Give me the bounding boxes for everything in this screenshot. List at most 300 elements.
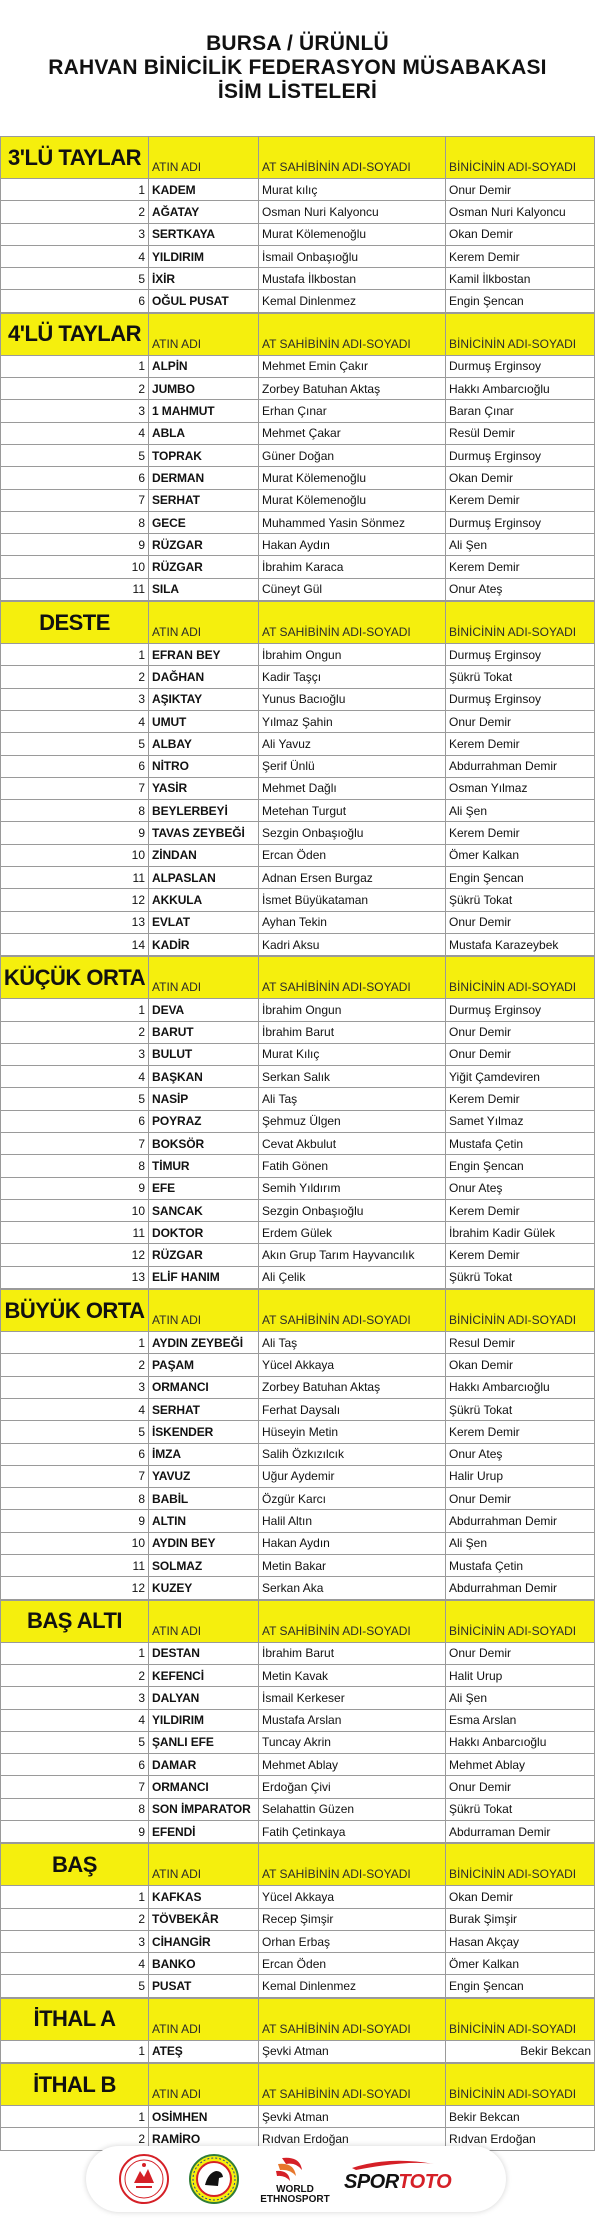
table-row	[1, 245, 595, 267]
horse-name: TOPRAK	[149, 444, 259, 466]
category-name: BÜYÜK ORTA	[1, 1290, 149, 1332]
category-name: BAŞ	[1, 1844, 149, 1886]
owner-name: Hüseyin Metin	[259, 1421, 446, 1443]
table-row	[1, 400, 595, 422]
category-header-row	[1, 1290, 595, 1332]
category-header-row	[1, 602, 595, 644]
horse-name: EFRAN BEY	[149, 644, 259, 666]
owner-name: Kemal Dinlenmez	[259, 1975, 446, 1997]
rider-name: Onur Ateş	[446, 1443, 595, 1465]
horse-name: KADEM	[149, 179, 259, 201]
row-number: 5	[1, 444, 149, 466]
owner-name: Şevki Atman	[259, 2106, 446, 2128]
title-line-2: RAHVAN BİNİCİLİK FEDERASYON MÜSABAKASI	[48, 56, 547, 79]
table-row	[1, 1953, 595, 1975]
table-row	[1, 223, 595, 245]
rider-name: Onur Demir	[446, 1776, 595, 1798]
rider-name: Kerem Demir	[446, 1088, 595, 1110]
row-number: 11	[1, 867, 149, 889]
row-number: 3	[1, 1930, 149, 1952]
row-number: 9	[1, 1821, 149, 1843]
row-number: 3	[1, 688, 149, 710]
header-owner-name: AT SAHİBİNİN ADI-SOYADI	[259, 1290, 446, 1332]
row-number: 10	[1, 556, 149, 578]
rider-name: Ömer Kalkan	[446, 844, 595, 866]
row-number: 13	[1, 1266, 149, 1288]
table-row	[1, 1222, 595, 1244]
horse-name: KADİR	[149, 933, 259, 955]
row-number: 6	[1, 755, 149, 777]
horse-name: 1 MAHMUT	[149, 400, 259, 422]
row-number: 14	[1, 933, 149, 955]
rider-name: Hakkı Ambarcıoğlu	[446, 378, 595, 400]
row-number: 8	[1, 1155, 149, 1177]
table-row	[1, 201, 595, 223]
rider-name: Hasan Akçay	[446, 1930, 595, 1952]
rider-name: Kerem Demir	[446, 556, 595, 578]
table-row	[1, 733, 595, 755]
row-number: 3	[1, 1043, 149, 1065]
category-header-row	[1, 957, 595, 999]
header-owner-name: AT SAHİBİNİN ADI-SOYADI	[259, 1998, 446, 2040]
category-header-row	[1, 1998, 595, 2040]
sportoto-spor: SPOR	[344, 2171, 399, 2193]
horse-name: KUZEY	[149, 1577, 259, 1599]
header-rider-name: BİNİCİNİN ADI-SOYADI	[446, 2064, 595, 2106]
table-row	[1, 290, 595, 312]
owner-name: Tuncay Akrin	[259, 1731, 446, 1753]
table-row	[1, 644, 595, 666]
owner-name: Ayhan Tekin	[259, 911, 446, 933]
table-row	[1, 1488, 595, 1510]
rider-name: Şükrü Tokat	[446, 889, 595, 911]
owner-name: Şehmuz Ülgen	[259, 1110, 446, 1132]
horse-name: NASİP	[149, 1088, 259, 1110]
owner-name: Sezgin Onbaşıoğlu	[259, 822, 446, 844]
horse-name: KAFKAS	[149, 1886, 259, 1908]
header-owner-name: AT SAHİBİNİN ADI-SOYADI	[259, 1600, 446, 1642]
category-table	[0, 2063, 595, 2151]
owner-name: Fatih Gönen	[259, 1155, 446, 1177]
row-number: 4	[1, 1398, 149, 1420]
owner-name: Yunus Bacıoğlu	[259, 688, 446, 710]
table-row	[1, 1642, 595, 1664]
table-row	[1, 666, 595, 688]
rider-name: Mustafa Çetin	[446, 1555, 595, 1577]
table-row	[1, 1731, 595, 1753]
horse-name: GECE	[149, 511, 259, 533]
rider-name: Abdurrahman Demir	[446, 1577, 595, 1599]
owner-name: Uğur Aydemir	[259, 1465, 446, 1487]
owner-name: İbrahim Barut	[259, 1642, 446, 1664]
category-header-row	[1, 313, 595, 355]
owner-name: İbrahim Ongun	[259, 999, 446, 1021]
owner-name: Semih Yıldırım	[259, 1177, 446, 1199]
table-row	[1, 578, 595, 600]
table-row	[1, 933, 595, 955]
table-row	[1, 511, 595, 533]
horse-name: BULUT	[149, 1043, 259, 1065]
horse-name: BANKO	[149, 1953, 259, 1975]
horse-name: JUMBO	[149, 378, 259, 400]
ethnosport-word-1: WORLD	[276, 2184, 314, 2195]
table-row	[1, 2040, 595, 2062]
owner-name: Murat kılıç	[259, 179, 446, 201]
header-owner-name: AT SAHİBİNİN ADI-SOYADI	[259, 137, 446, 179]
table-row	[1, 422, 595, 444]
header-rider-name: BİNİCİNİN ADI-SOYADI	[446, 313, 595, 355]
header-rider-name: BİNİCİNİN ADI-SOYADI	[446, 957, 595, 999]
rider-name: Mehmet Ablay	[446, 1754, 595, 1776]
rider-name: Kerem Demir	[446, 1244, 595, 1266]
category-tables	[0, 136, 595, 2151]
horse-name: UMUT	[149, 710, 259, 732]
row-number: 11	[1, 1555, 149, 1577]
document-title	[0, 0, 595, 136]
title-line-3: İSİM LİSTELERİ	[217, 80, 378, 103]
owner-name: İsmail Onbaşıoğlu	[259, 245, 446, 267]
table-row	[1, 800, 595, 822]
row-number: 9	[1, 822, 149, 844]
row-number: 10	[1, 1532, 149, 1554]
rider-name: Yiğit Çamdeviren	[446, 1066, 595, 1088]
horse-name: ALPASLAN	[149, 867, 259, 889]
header-horse-name: ATIN ADI	[149, 957, 259, 999]
horse-name: AYDIN ZEYBEĞİ	[149, 1332, 259, 1354]
horse-name: BAŞKAN	[149, 1066, 259, 1088]
header-rider-name: BİNİCİNİN ADI-SOYADI	[446, 1998, 595, 2040]
row-number: 8	[1, 800, 149, 822]
rider-name: Okan Demir	[446, 467, 595, 489]
table-row	[1, 1244, 595, 1266]
rider-name: Rıdvan Erdoğan	[446, 2128, 595, 2150]
table-row	[1, 1266, 595, 1288]
table-row	[1, 1709, 595, 1731]
table-row	[1, 556, 595, 578]
owner-name: Yücel Akkaya	[259, 1886, 446, 1908]
horse-name: NİTRO	[149, 755, 259, 777]
table-row	[1, 1043, 595, 1065]
row-number: 6	[1, 1754, 149, 1776]
owner-name: İbrahim Barut	[259, 1021, 446, 1043]
horse-name: SERHAT	[149, 1398, 259, 1420]
owner-name: Ali Taş	[259, 1332, 446, 1354]
horse-name: AŞIKTAY	[149, 688, 259, 710]
owner-name: Murat Kılıç	[259, 1043, 446, 1065]
owner-name: Mehmet Çakar	[259, 422, 446, 444]
horse-name: POYRAZ	[149, 1110, 259, 1132]
sportoto-swoosh-icon	[348, 2158, 458, 2172]
table-row	[1, 534, 595, 556]
owner-name: Yücel Akkaya	[259, 1354, 446, 1376]
horse-name: İXİR	[149, 268, 259, 290]
table-row	[1, 911, 595, 933]
owner-name: Şevki Atman	[259, 2040, 446, 2062]
row-number: 3	[1, 400, 149, 422]
rider-name: Okan Demir	[446, 1886, 595, 1908]
owner-name: Cevat Akbulut	[259, 1132, 446, 1154]
row-number: 8	[1, 1488, 149, 1510]
row-number: 7	[1, 1776, 149, 1798]
table-row	[1, 2106, 595, 2128]
horse-name: BOKSÖR	[149, 1132, 259, 1154]
row-number: 4	[1, 1709, 149, 1731]
row-number: 3	[1, 1376, 149, 1398]
row-number: 3	[1, 1687, 149, 1709]
table-row	[1, 1532, 595, 1554]
horse-name: DERMAN	[149, 467, 259, 489]
rider-name: Kerem Demir	[446, 245, 595, 267]
category-table	[0, 956, 595, 1289]
header-rider-name: BİNİCİNİN ADI-SOYADI	[446, 137, 595, 179]
rider-name: Resül Demir	[446, 422, 595, 444]
rider-name: Abdurrahman Demir	[446, 755, 595, 777]
rider-name: Osman Yılmaz	[446, 777, 595, 799]
horse-name: OSİMHEN	[149, 2106, 259, 2128]
row-number: 5	[1, 268, 149, 290]
rider-name: Durmuş Erginsoy	[446, 511, 595, 533]
row-number: 5	[1, 733, 149, 755]
table-row	[1, 1177, 595, 1199]
rider-name: Esma Arslan	[446, 1709, 595, 1731]
owner-name: Fatih Çetinkaya	[259, 1821, 446, 1843]
horse-name: YILDIRIM	[149, 245, 259, 267]
owner-name: Zorbey Batuhan Aktaş	[259, 1376, 446, 1398]
owner-name: Sezgin Onbaşıoğlu	[259, 1199, 446, 1221]
category-table	[0, 1843, 595, 1997]
header-rider-name: BİNİCİNİN ADI-SOYADI	[446, 1290, 595, 1332]
table-row	[1, 844, 595, 866]
horse-name: DEVA	[149, 999, 259, 1021]
category-name: İTHAL A	[1, 1998, 149, 2040]
table-row	[1, 1510, 595, 1532]
table-row	[1, 1930, 595, 1952]
owner-name: Muhammed Yasin Sönmez	[259, 511, 446, 533]
rider-name: Ali Şen	[446, 1687, 595, 1709]
owner-name: Kemal Dinlenmez	[259, 290, 446, 312]
header-owner-name: AT SAHİBİNİN ADI-SOYADI	[259, 957, 446, 999]
horse-name: BEYLERBEYİ	[149, 800, 259, 822]
horse-name: RÜZGAR	[149, 556, 259, 578]
row-number: 5	[1, 1421, 149, 1443]
horse-name: İMZA	[149, 1443, 259, 1465]
rider-name: Durmuş Erginsoy	[446, 355, 595, 377]
table-row	[1, 355, 595, 377]
category-table	[0, 1600, 595, 1844]
owner-name: Selahattin Güzen	[259, 1798, 446, 1820]
horse-name: PUSAT	[149, 1975, 259, 1997]
category-header-row	[1, 137, 595, 179]
table-row	[1, 1886, 595, 1908]
owner-name: Murat Kölemenoğlu	[259, 489, 446, 511]
title-line-1: BURSA / ÜRÜNLÜ	[206, 32, 389, 55]
row-number: 12	[1, 1244, 149, 1266]
table-row	[1, 378, 595, 400]
row-number: 11	[1, 578, 149, 600]
table-row	[1, 688, 595, 710]
horse-name: BABİL	[149, 1488, 259, 1510]
category-header-row	[1, 1600, 595, 1642]
rider-name: Onur Ateş	[446, 578, 595, 600]
category-table	[0, 136, 595, 313]
owner-name: Mustafa İlkbostan	[259, 268, 446, 290]
owner-name: Salih Özkızılcık	[259, 1443, 446, 1465]
table-row	[1, 268, 595, 290]
owner-name: Orhan Erbaş	[259, 1930, 446, 1952]
header-owner-name: AT SAHİBİNİN ADI-SOYADI	[259, 2064, 446, 2106]
row-number: 1	[1, 179, 149, 201]
owner-name: Kadir Taşçı	[259, 666, 446, 688]
owner-name: Serkan Salık	[259, 1066, 446, 1088]
row-number: 3	[1, 223, 149, 245]
owner-name: İbrahim Ongun	[259, 644, 446, 666]
rider-name: Engin Şencan	[446, 1975, 595, 1997]
owner-name: Murat Kölemenoğlu	[259, 467, 446, 489]
row-number: 1	[1, 355, 149, 377]
table-row	[1, 1332, 595, 1354]
row-number: 1	[1, 644, 149, 666]
row-number: 2	[1, 201, 149, 223]
horse-name: AYDIN BEY	[149, 1532, 259, 1554]
horse-name: OĞUL PUSAT	[149, 290, 259, 312]
horse-name: CİHANGİR	[149, 1930, 259, 1952]
category-table	[0, 1998, 595, 2063]
row-number: 2	[1, 1354, 149, 1376]
rider-name: Baran Çınar	[446, 400, 595, 422]
rider-name: Resul Demir	[446, 1332, 595, 1354]
horse-name: DAMAR	[149, 1754, 259, 1776]
owner-name: İsmet Büyükataman	[259, 889, 446, 911]
table-row	[1, 1110, 595, 1132]
rider-name: Mustafa Çetin	[446, 1132, 595, 1154]
category-name: 4'LÜ TAYLAR	[1, 313, 149, 355]
horse-name: ABLA	[149, 422, 259, 444]
owner-name: Osman Nuri Kalyoncu	[259, 201, 446, 223]
owner-name: Cüneyt Gül	[259, 578, 446, 600]
rider-name: Kerem Demir	[446, 822, 595, 844]
rider-name: Kerem Demir	[446, 489, 595, 511]
horse-name: SANCAK	[149, 1199, 259, 1221]
horse-name: DESTAN	[149, 1642, 259, 1664]
rider-name: Durmuş Erginsoy	[446, 688, 595, 710]
horse-name: ATEŞ	[149, 2040, 259, 2062]
owner-name: Mehmet Ablay	[259, 1754, 446, 1776]
owner-name: Hakan Aydın	[259, 1532, 446, 1554]
header-horse-name: ATIN ADI	[149, 1290, 259, 1332]
row-number: 10	[1, 844, 149, 866]
category-name: 3'LÜ TAYLAR	[1, 137, 149, 179]
owner-name: Rıdvan Erdoğan	[259, 2128, 446, 2150]
table-row	[1, 1088, 595, 1110]
table-row	[1, 1975, 595, 1997]
row-number: 2	[1, 1908, 149, 1930]
rider-name: Ali Şen	[446, 1532, 595, 1554]
owner-name: Halil Altın	[259, 1510, 446, 1532]
horse-name: DOKTOR	[149, 1222, 259, 1244]
header-owner-name: AT SAHİBİNİN ADI-SOYADI	[259, 1844, 446, 1886]
table-row	[1, 1908, 595, 1930]
rider-name: Onur Demir	[446, 1043, 595, 1065]
header-rider-name: BİNİCİNİN ADI-SOYADI	[446, 602, 595, 644]
header-owner-name: AT SAHİBİNİN ADI-SOYADI	[259, 313, 446, 355]
category-table	[0, 601, 595, 956]
owner-name: Ali Yavuz	[259, 733, 446, 755]
table-row	[1, 889, 595, 911]
horse-name: SERTKAYA	[149, 223, 259, 245]
rider-name: Samet Yılmaz	[446, 1110, 595, 1132]
table-row	[1, 1376, 595, 1398]
horse-name: ORMANCI	[149, 1376, 259, 1398]
row-number: 12	[1, 889, 149, 911]
row-number: 1	[1, 1332, 149, 1354]
row-number: 4	[1, 1953, 149, 1975]
owner-name: Erdoğan Çivi	[259, 1776, 446, 1798]
owner-name: Recep Şimşir	[259, 1908, 446, 1930]
rider-name: Şükrü Tokat	[446, 1266, 595, 1288]
horse-name: SOLMAZ	[149, 1555, 259, 1577]
table-row	[1, 1577, 595, 1599]
owner-name: Mustafa Arslan	[259, 1709, 446, 1731]
owner-name: Metin Bakar	[259, 1555, 446, 1577]
federation-logo-icon	[188, 2153, 240, 2205]
horse-name: ALBAY	[149, 733, 259, 755]
horse-name: EVLAT	[149, 911, 259, 933]
owner-name: Erdem Gülek	[259, 1222, 446, 1244]
owner-name: İsmail Kerkeser	[259, 1687, 446, 1709]
rider-name: Kerem Demir	[446, 1421, 595, 1443]
rider-name: Okan Demir	[446, 223, 595, 245]
horse-name: ZİNDAN	[149, 844, 259, 866]
rider-name: Durmuş Erginsoy	[446, 999, 595, 1021]
owner-name: Serkan Aka	[259, 1577, 446, 1599]
table-row	[1, 1421, 595, 1443]
table-row	[1, 1798, 595, 1820]
owner-name: Mehmet Dağlı	[259, 777, 446, 799]
rider-name: Kerem Demir	[446, 1199, 595, 1221]
header-horse-name: ATIN ADI	[149, 1600, 259, 1642]
horse-name: DAĞHAN	[149, 666, 259, 688]
category-name: DESTE	[1, 602, 149, 644]
table-row	[1, 467, 595, 489]
row-number: 7	[1, 777, 149, 799]
owner-name: Murat Kölemenoğlu	[259, 223, 446, 245]
owner-name: Ercan Öden	[259, 844, 446, 866]
rider-name: Durmuş Erginsoy	[446, 444, 595, 466]
rider-name: Bekir Bekcan	[446, 2106, 595, 2128]
header-horse-name: ATIN ADI	[149, 137, 259, 179]
horse-name: YASİR	[149, 777, 259, 799]
row-number: 1	[1, 1642, 149, 1664]
row-number: 1	[1, 1886, 149, 1908]
row-number: 2	[1, 1664, 149, 1686]
table-row	[1, 489, 595, 511]
table-row	[1, 999, 595, 1021]
category-name: İTHAL B	[1, 2064, 149, 2106]
header-horse-name: ATIN ADI	[149, 1998, 259, 2040]
row-number: 7	[1, 489, 149, 511]
owner-name: Güner Doğan	[259, 444, 446, 466]
owner-name: Erhan Çınar	[259, 400, 446, 422]
horse-name: ŞANLI EFE	[149, 1731, 259, 1753]
horse-name: SILA	[149, 578, 259, 600]
row-number: 13	[1, 911, 149, 933]
owner-name: Ali Taş	[259, 1088, 446, 1110]
rider-name: Onur Ateş	[446, 1177, 595, 1199]
rider-name: Halir Urup	[446, 1465, 595, 1487]
header-rider-name: BİNİCİNİN ADI-SOYADI	[446, 1844, 595, 1886]
table-row	[1, 1398, 595, 1420]
table-row	[1, 179, 595, 201]
